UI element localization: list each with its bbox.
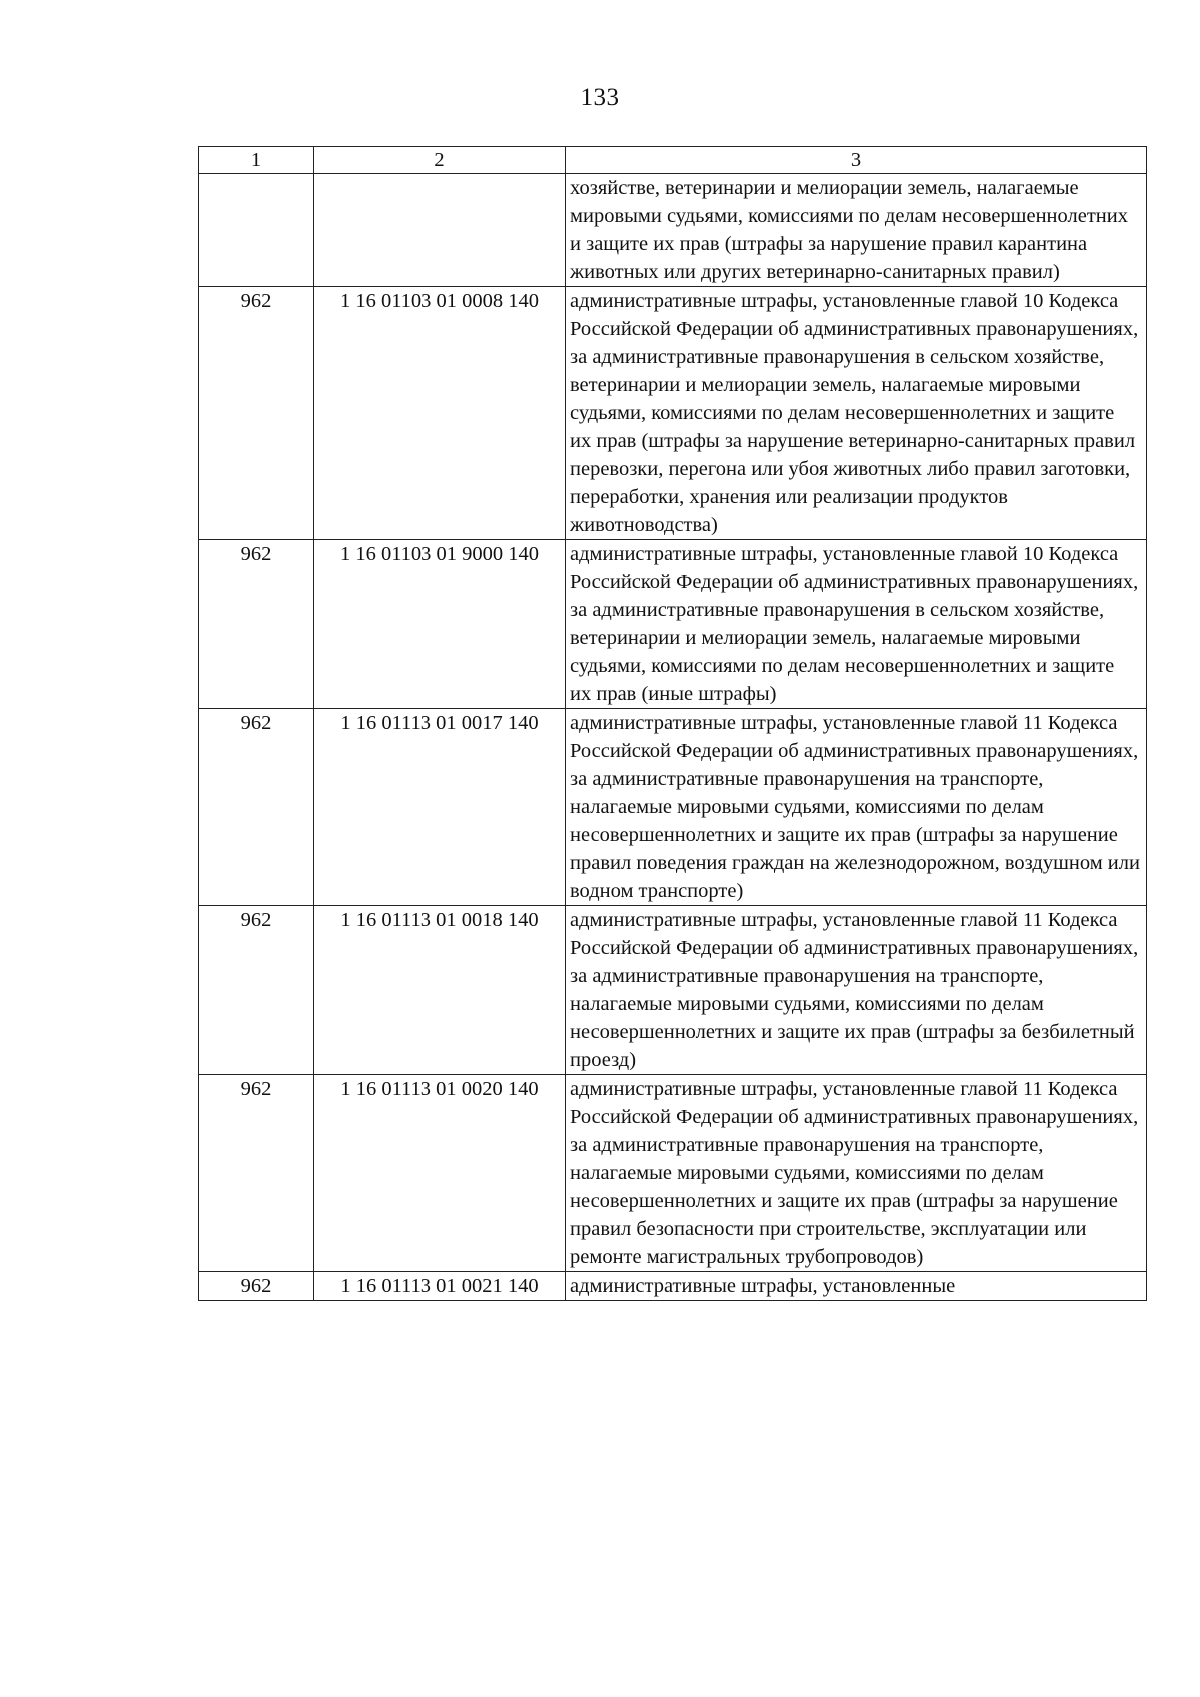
table-row	[199, 1075, 1147, 1272]
table-body	[199, 174, 1147, 1301]
description-cell: административные штрафы, установленные главой 11 Кодекса Российской Федерации об административных правонарушениях, за административные правонарушения на транспорте, налагаемые мировыми судьями, комиссиями по делам несовершеннолетних и защите их прав (штрафы за безбилетный проезд)	[566, 906, 1147, 1075]
budget-code-cell: 1 16 01103 01 9000 140	[314, 540, 566, 709]
table-row	[199, 906, 1147, 1075]
admin-code-cell: 962	[199, 1272, 314, 1301]
table-row	[199, 174, 1147, 287]
admin-code-cell: 962	[199, 1075, 314, 1272]
column-header-2: 2	[314, 147, 566, 174]
admin-code-cell	[199, 174, 314, 287]
table-row	[199, 1272, 1147, 1301]
admin-code-cell: 962	[199, 287, 314, 540]
admin-code-cell: 962	[199, 540, 314, 709]
column-header-1: 1	[199, 147, 314, 174]
description-cell: хозяйстве, ветеринарии и мелиорации земель, налагаемые мировыми судьями, комиссиями по делам несовершеннолетних и защите их прав (штрафы за нарушение правил карантина животных или других ветеринарно-санитарных правил)	[566, 174, 1147, 287]
budget-code-cell	[314, 174, 566, 287]
budget-code-cell: 1 16 01103 01 0008 140	[314, 287, 566, 540]
description-cell: административные штрафы, установленные главой 11 Кодекса Российской Федерации об административных правонарушениях, за административные правонарушения на транспорте, налагаемые мировыми судьями, комиссиями по делам несовершеннолетних и защите их прав (штрафы за нарушение правил безопасности при строительстве, эксплуатации или ремонте магистральных трубопроводов)	[566, 1075, 1147, 1272]
description-cell: административные штрафы, установленные главой 11 Кодекса Российской Федерации об административных правонарушениях, за административные правонарушения на транспорте, налагаемые мировыми судьями, комиссиями по делам несовершеннолетних и защите их прав (штрафы за нарушение правил поведения граждан на железнодорожном, воздушном или водном транспорте)	[566, 709, 1147, 906]
table-row	[199, 540, 1147, 709]
page-number: 133	[580, 84, 620, 111]
budget-code-cell: 1 16 01113 01 0018 140	[314, 906, 566, 1075]
column-header-3: 3	[566, 147, 1147, 174]
table-row	[199, 709, 1147, 906]
description-cell: административные штрафы, установленные главой 10 Кодекса Российской Федерации об административных правонарушениях, за административные правонарушения в сельском хозяйстве, ветеринарии и мелиорации земель, налагаемые мировыми судьями, комиссиями по делам несовершеннолетних и защите их прав (штрафы за нарушение ветеринарно-санитарных правил перевозки, перегона или убоя животных либо правил заготовки, переработки, хранения или реализации продуктов животноводства)	[566, 287, 1147, 540]
revenue-codes-table	[198, 146, 1147, 1301]
budget-code-cell: 1 16 01113 01 0020 140	[314, 1075, 566, 1272]
description-cell: административные штрафы, установленные главой 10 Кодекса Российской Федерации об административных правонарушениях, за административные правонарушения в сельском хозяйстве, ветеринарии и мелиорации земель, налагаемые мировыми судьями, комиссиями по делам несовершеннолетних и защите их прав (иные штрафы)	[566, 540, 1147, 709]
table-header	[199, 147, 1147, 174]
admin-code-cell: 962	[199, 906, 314, 1075]
header-row	[199, 147, 1147, 174]
table-row	[199, 287, 1147, 540]
admin-code-cell: 962	[199, 709, 314, 906]
description-cell: административные штрафы, установленные	[566, 1272, 1147, 1301]
budget-code-cell: 1 16 01113 01 0021 140	[314, 1272, 566, 1301]
budget-code-cell: 1 16 01113 01 0017 140	[314, 709, 566, 906]
